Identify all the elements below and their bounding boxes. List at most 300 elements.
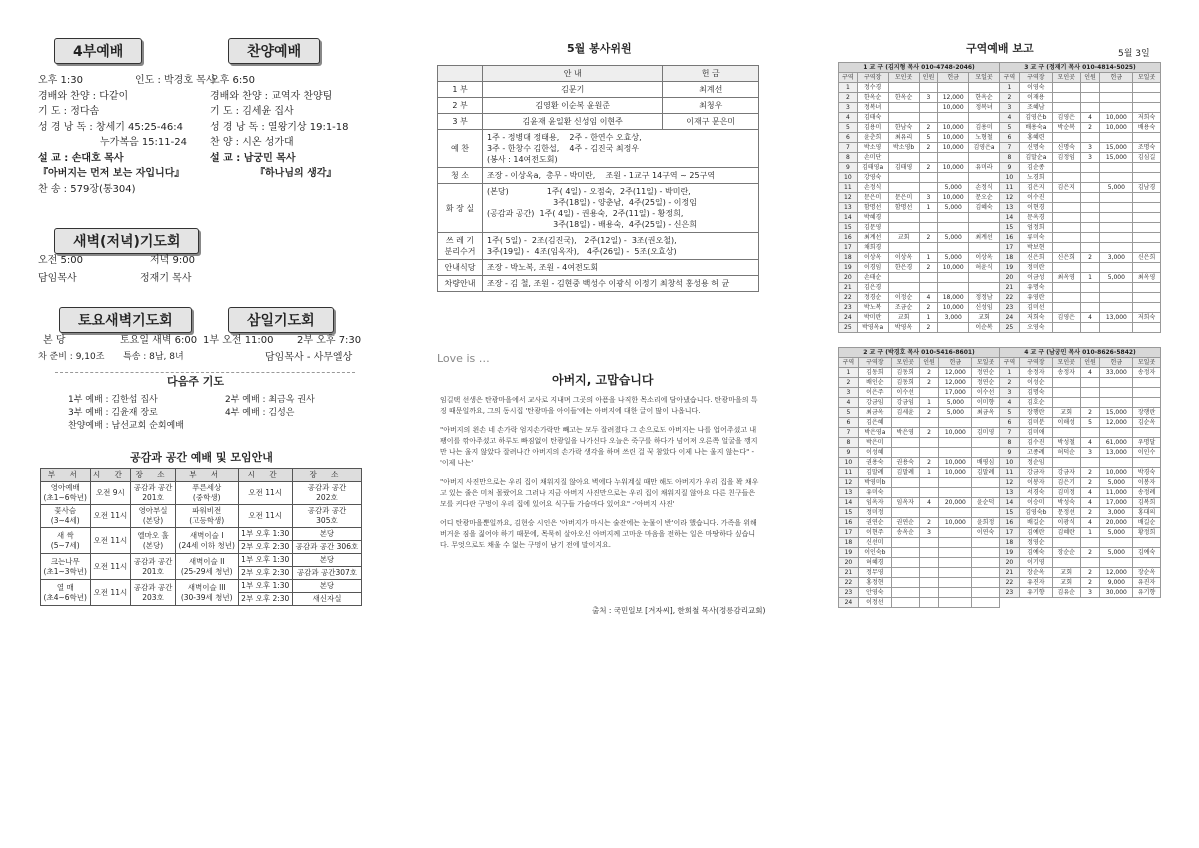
- district-cell: [972, 568, 1000, 578]
- service4-label: 『아버지는 먼저 보는 자입니다』: [38, 168, 185, 179]
- district-cell: 신성임: [969, 303, 1000, 313]
- district-row: [1000, 398, 1161, 408]
- district-cell: [939, 448, 972, 458]
- service4-line: [38, 73, 216, 89]
- district-cell: [891, 588, 919, 598]
- volunteer-header: 헌 금: [663, 66, 759, 82]
- district-row: [839, 93, 1000, 103]
- district-cell: 23: [1000, 588, 1020, 598]
- district-cell: [1100, 213, 1133, 223]
- district-cell: 8: [839, 153, 858, 163]
- district-cell: 손미단: [857, 153, 888, 163]
- district-cell: 우명달: [1133, 438, 1161, 448]
- schedule-subcell: 1부 오후 1:30: [239, 580, 292, 593]
- district-cell: [972, 478, 1000, 488]
- district-cell: [1100, 83, 1133, 93]
- district-cell: 2: [1000, 93, 1020, 103]
- district-cell: [1133, 303, 1161, 313]
- district-cell: 5: [919, 133, 938, 143]
- district-row: [1000, 243, 1161, 253]
- district-cell: [939, 568, 972, 578]
- district-cell: 19: [1000, 548, 1020, 558]
- district-row: [1000, 418, 1161, 428]
- district-cell: 권연순: [858, 518, 891, 528]
- district-cell: 김혜란: [1052, 528, 1080, 538]
- praise-line: 기 도 : 김세윤 집사: [210, 106, 294, 117]
- district-cell: [1052, 283, 1080, 293]
- district-cell: [1100, 388, 1133, 398]
- district-col-header: 모인곳: [891, 358, 919, 368]
- district-cell: 24: [1000, 313, 1020, 323]
- volunteer-detail: 1주 - 정병대 정태용, 2주 - 한연수 오효상, 3주 - 한창수 김한섭, 4주 - 김진국 최정우 (봉사 : 14여전도회): [483, 130, 759, 168]
- district-cell: 17,000: [1100, 498, 1133, 508]
- district-cell: 2: [919, 428, 939, 438]
- volunteer-row: [438, 114, 759, 130]
- district-row: [1000, 203, 1161, 213]
- district-cell: 13: [839, 488, 859, 498]
- district-cell: 배인순: [858, 378, 891, 388]
- district-row: [839, 113, 1000, 123]
- district-cell: 2: [1080, 408, 1100, 418]
- district-cell: 류미숙: [1019, 233, 1052, 243]
- district-cell: [939, 418, 972, 428]
- district-cell: 7: [1000, 428, 1020, 438]
- district-cell: [919, 478, 939, 488]
- essay-source: 출처 : 국민일보 [겨자씨], 한희철 목사(정릉감리교회): [592, 606, 766, 615]
- service4-label: 오후 1:30: [38, 75, 83, 86]
- district-cell: 2: [919, 143, 938, 153]
- district-row: [839, 223, 1000, 233]
- district-cell: 황정희: [1133, 528, 1161, 538]
- district-cell: 13: [1000, 488, 1020, 498]
- district-cell: 10,000: [938, 303, 969, 313]
- district-cell: 권용숙: [858, 458, 891, 468]
- district-cell: [1100, 93, 1133, 103]
- schedule-subcell: 새신자실: [312, 594, 342, 603]
- district-cell: [1080, 173, 1100, 183]
- district-cell: 5,000: [1100, 183, 1133, 193]
- district-row: [1000, 113, 1161, 123]
- district-cell: 신은희: [1052, 253, 1080, 263]
- district-cell: 강금자: [1052, 468, 1080, 478]
- district-row: [1000, 438, 1161, 448]
- district-cell: 23: [839, 303, 858, 313]
- district-cell: 6: [839, 133, 858, 143]
- schedule-subcell: 본당: [293, 554, 361, 567]
- district-row: [839, 273, 1000, 283]
- district-cell: 3: [839, 103, 858, 113]
- district-cell: [939, 598, 972, 608]
- district-cell: [1133, 378, 1161, 388]
- district-row: [1000, 253, 1161, 263]
- district-cell: 홍혜련: [1019, 133, 1052, 143]
- district-cell: 김유순: [1052, 588, 1080, 598]
- district-cell: 12,000: [939, 368, 972, 378]
- district-cell: 김태숙: [857, 113, 888, 123]
- district-row: [1000, 388, 1161, 398]
- district-cell: [919, 588, 939, 598]
- district-cell: 이봉자: [1019, 478, 1052, 488]
- schedule-cell: 크는나무 (초1~3학년): [41, 554, 91, 580]
- schedule-cell: 오전 11시: [90, 505, 131, 528]
- district-cell: 2: [919, 368, 939, 378]
- district-cell: [1052, 103, 1080, 113]
- district-cell: [1133, 233, 1161, 243]
- district-cell: [939, 478, 972, 488]
- district-cell: 4: [919, 293, 938, 303]
- district-cell: 김은경: [857, 283, 888, 293]
- district-cell: 박순복: [1052, 123, 1080, 133]
- district-cell: [938, 113, 969, 123]
- district-cell: 김말순a: [1019, 153, 1052, 163]
- district-cell: [919, 388, 939, 398]
- district-cell: [939, 558, 972, 568]
- district-cell: [1052, 323, 1080, 333]
- volunteer-role: 2 부: [438, 98, 483, 114]
- district-cell: [888, 283, 919, 293]
- district-cell: 신은희: [1019, 253, 1052, 263]
- district-cell: 문정선: [1052, 508, 1080, 518]
- district-cell: 이정선: [858, 598, 891, 608]
- schedule-subcell: 2부 오후 2:30: [241, 542, 290, 551]
- praise-title: 찬양예배: [228, 38, 320, 64]
- district-row: [839, 243, 1000, 253]
- district-cell: 이현주: [858, 528, 891, 538]
- district-cell: 3: [1080, 153, 1100, 163]
- district-cell: 5,000: [939, 398, 972, 408]
- service4-label: 성 경 낭 독 : 창세기 45:25-46:4: [38, 121, 183, 133]
- dawn-title: 새벽(저녁)기도회: [54, 228, 199, 254]
- district-cell: 김용미: [969, 123, 1000, 133]
- district-cell: [1133, 193, 1161, 203]
- district-cell: [1052, 163, 1080, 173]
- schedule-cell: 열 매 (초4~6학년): [41, 580, 91, 606]
- district-cell: 김동희: [891, 378, 919, 388]
- district-cell: 한옥순: [888, 93, 919, 103]
- district-cell: 5: [1000, 408, 1020, 418]
- district-cell: [938, 273, 969, 283]
- schedule-cell: 오전 11시: [238, 482, 292, 505]
- district-cell: 허윤식: [969, 263, 1000, 273]
- praise-line: 경배와 찬양 : 교역자 찬양팀: [210, 90, 333, 102]
- district-cell: 1: [919, 468, 939, 478]
- district-row: [1000, 548, 1161, 558]
- district-cell: 유기향: [1133, 588, 1161, 598]
- district-col-header: 헌금: [1100, 73, 1133, 83]
- district-cell: 이기영: [1019, 558, 1052, 568]
- district-cell: [1080, 213, 1100, 223]
- district-col-header: 구역장: [857, 73, 888, 83]
- district-cell: [1133, 103, 1161, 113]
- essay-title: 아버지, 고맙습니다: [552, 373, 654, 387]
- district-cell: 윤희정: [972, 518, 1000, 528]
- district-cell: 김순종: [1019, 163, 1052, 173]
- district-cell: 박소영: [857, 143, 888, 153]
- district-cell: 송정자: [1052, 368, 1080, 378]
- volunteer-role: 예 찬: [438, 130, 483, 168]
- district-cell: 이경임: [857, 263, 888, 273]
- district-cell: 3,000: [938, 313, 969, 323]
- district-cell: 한옥순: [857, 93, 888, 103]
- district-cell: 김미애: [1019, 428, 1052, 438]
- schedule-subcell: 1부 오후 1:30: [239, 554, 292, 567]
- praise-line: 『하나님의 생각』: [255, 168, 337, 179]
- district-cell: [1133, 83, 1161, 93]
- district-col-header: 모일곳: [969, 73, 1000, 83]
- schedule-header: 시 간: [90, 469, 131, 482]
- district-cell: 24: [839, 313, 858, 323]
- district-cell: [972, 588, 1000, 598]
- schedule-subcell: 1부 오후 1:30: [239, 528, 292, 541]
- district-cell: [1052, 193, 1080, 203]
- district-cell: 배용숙: [1133, 123, 1161, 133]
- district-cell: 정경순: [857, 293, 888, 303]
- district-cell: 김예숙: [1133, 548, 1161, 558]
- district-cell: [938, 223, 969, 233]
- volunteer-row: [438, 130, 759, 168]
- district-cell: 문은미: [888, 193, 919, 203]
- district-cell: 9,000: [1100, 578, 1133, 588]
- district-cell: 21: [839, 283, 858, 293]
- district-cell: 김동희: [891, 368, 919, 378]
- district-cell: 정연순: [972, 368, 1000, 378]
- schedule-cell: 공감과 공간 305호: [292, 505, 361, 528]
- district-cell: 이연숙: [972, 528, 1000, 538]
- district-row: [839, 388, 1000, 398]
- district-cell: 12,000: [938, 93, 969, 103]
- schedule-cell: 새벽이슬 III (30-39세 청년): [175, 580, 238, 606]
- district-cell: 이상옥: [888, 253, 919, 263]
- district-cell: 손태순: [857, 273, 888, 283]
- volunteer-detail: 1주( 5일) - 2조(김진국), 2주(12일) - 3조(권오철), 3주(19일) - 4조(임옥자), 4주(26일) - 5조(오효상): [483, 233, 759, 260]
- district-cell: [891, 578, 919, 588]
- district-group-title: 3 교 구 (정재기 목사 010-4814-5025): [1000, 63, 1161, 73]
- district-row: [839, 508, 1000, 518]
- district-row: [1000, 173, 1161, 183]
- district-cell: [1133, 263, 1161, 273]
- district-row: [839, 368, 1000, 378]
- volunteer-row: [438, 98, 759, 114]
- district-row: [839, 488, 1000, 498]
- district-cell: 정복녀: [857, 103, 888, 113]
- district-col-header: 구역: [1000, 73, 1020, 83]
- district-col-header: 인원: [919, 358, 939, 368]
- district-row: [1000, 163, 1161, 173]
- district-row: [1000, 588, 1161, 598]
- district-row: [1000, 103, 1161, 113]
- schedule-cell: 오전 11시: [90, 554, 131, 580]
- district-cell: [1100, 428, 1133, 438]
- district-cell: 19: [839, 263, 858, 273]
- volunteer-row: [438, 260, 759, 276]
- service4-label: 누가복음 15:11-24: [100, 137, 187, 148]
- saturday-place: 본 당: [43, 335, 66, 346]
- district-cell: 김복희: [1133, 498, 1161, 508]
- district-cell: 3: [1080, 448, 1100, 458]
- district-cell: [1052, 458, 1080, 468]
- district-cell: [888, 243, 919, 253]
- district-cell: 김은지: [1019, 183, 1052, 193]
- district-cell: 김영은: [1052, 313, 1080, 323]
- district-cell: [888, 113, 919, 123]
- district-cell: 배평심: [972, 458, 1000, 468]
- district-row: [839, 323, 1000, 333]
- district-cell: [972, 418, 1000, 428]
- district-cell: [1052, 233, 1080, 243]
- district-cell: 2: [919, 378, 939, 388]
- district-cell: [1100, 233, 1133, 243]
- next-prayer-item: 3부 예배 : 김윤재 장로: [68, 408, 158, 418]
- volunteer-row: [438, 276, 759, 292]
- saturday-car: 차 준비 : 9,10조: [38, 352, 105, 362]
- district-cell: 9: [1000, 448, 1020, 458]
- district-cell: 3: [919, 93, 938, 103]
- district-cell: 10,000: [939, 518, 972, 528]
- district-cell: 7: [839, 428, 859, 438]
- district-cell: 12,000: [1100, 568, 1133, 578]
- district-cell: [1100, 193, 1133, 203]
- district-cell: 17: [1000, 243, 1020, 253]
- district-cell: 15: [839, 223, 858, 233]
- district-row: [839, 303, 1000, 313]
- district-cell: 15,000: [1100, 143, 1133, 153]
- volunteer-usher: 김문기: [483, 82, 663, 98]
- service4-line: [38, 151, 208, 167]
- district-cell: [1100, 323, 1133, 333]
- district-cell: [1080, 428, 1100, 438]
- schedule-cell: 영아예배 (초1~6학년): [41, 482, 91, 505]
- district-cell: [1080, 458, 1100, 468]
- district-cell: 김말례: [891, 468, 919, 478]
- district-cell: [888, 183, 919, 193]
- district-cell: 15: [1000, 508, 1020, 518]
- district-cell: 5,000: [938, 203, 969, 213]
- next-prayer-item: 2부 예배 : 최금옥 권사: [225, 395, 315, 405]
- district-cell: [1100, 263, 1133, 273]
- district-row: [839, 408, 1000, 418]
- district-cell: 16: [1000, 233, 1020, 243]
- dawn-leader: 정재기 목사: [140, 273, 192, 284]
- district-cell: 이승미: [1019, 498, 1052, 508]
- district-cell: 이광식: [1052, 518, 1080, 528]
- district-row: [839, 538, 1000, 548]
- district-cell: [919, 568, 939, 578]
- district-cell: [1080, 203, 1100, 213]
- district-cell: 유영란: [1019, 293, 1052, 303]
- district-cell: 1: [1000, 368, 1020, 378]
- district-cell: 18: [839, 538, 859, 548]
- district-cell: 7: [1000, 143, 1020, 153]
- district-cell: 19: [839, 548, 859, 558]
- district-title: 구역예배 보고: [966, 42, 1034, 55]
- wednesday-leader: 담임목사 - 사무엘상: [265, 352, 353, 363]
- district-cell: [1080, 223, 1100, 233]
- district-cell: 10,000: [938, 123, 969, 133]
- volunteer-row: [438, 82, 759, 98]
- district-col-header: 모일곳: [1133, 358, 1161, 368]
- district-cell: 박은영a: [858, 428, 891, 438]
- district-cell: 신명숙: [1052, 143, 1080, 153]
- district-cell: 손정식: [969, 183, 1000, 193]
- district-row: [1000, 273, 1161, 283]
- district-cell: [919, 578, 939, 588]
- district-cell: 5,000: [939, 408, 972, 418]
- district-cell: 이인수: [1133, 448, 1161, 458]
- district-cell: 신명숙: [1019, 143, 1052, 153]
- district-cell: 허덕순: [1052, 448, 1080, 458]
- district-row: [839, 398, 1000, 408]
- district-cell: 3: [839, 388, 859, 398]
- schedule-cell: 공감과 공간 201호: [131, 554, 176, 580]
- district-row: [839, 478, 1000, 488]
- praise-line: 오후 6:50: [210, 75, 255, 86]
- district-cell: 5: [1000, 123, 1020, 133]
- district-cell: 16: [839, 233, 858, 243]
- district-cell: [1052, 243, 1080, 253]
- district-cell: 15,000: [1100, 408, 1133, 418]
- district-cell: [1133, 398, 1161, 408]
- district-cell: [1080, 283, 1100, 293]
- district-cell: 7: [839, 143, 858, 153]
- district-cell: [1100, 398, 1133, 408]
- schedule-cell: 공감과 공간 202호: [292, 482, 361, 505]
- district-cell: 정영순: [1019, 538, 1052, 548]
- district-cell: 정미란: [1019, 263, 1052, 273]
- district-cell: [972, 598, 1000, 608]
- district-cell: 김명숙: [1019, 388, 1052, 398]
- district-cell: 3: [1000, 103, 1020, 113]
- district-cell: [1080, 558, 1100, 568]
- district-cell: [1080, 303, 1100, 313]
- district-cell: 김영은: [1052, 113, 1080, 123]
- district-col-header: 모일곳: [972, 358, 1000, 368]
- district-cell: 4: [1080, 438, 1100, 448]
- district-cell: [891, 538, 919, 548]
- district-cell: [969, 153, 1000, 163]
- district-cell: [1133, 173, 1161, 183]
- district-group-title: 4 교 구 (남궁민 목사 010-8626-5842): [1000, 348, 1161, 358]
- district-cell: 15: [1000, 223, 1020, 233]
- district-cell: [891, 448, 919, 458]
- district-cell: [939, 438, 972, 448]
- district-cell: [891, 508, 919, 518]
- district-cell: 교회: [888, 233, 919, 243]
- district-cell: 13,000: [1100, 448, 1133, 458]
- district-cell: [1100, 223, 1133, 233]
- district-row: [839, 518, 1000, 528]
- district-row: [1000, 458, 1161, 468]
- district-cell: 2: [1080, 578, 1100, 588]
- love-is: Love is …: [437, 352, 490, 365]
- district-cell: 12: [839, 478, 859, 488]
- district-cell: 10,000: [1100, 123, 1133, 133]
- district-cell: 이금성: [1019, 273, 1052, 283]
- district-cell: 신선미: [858, 538, 891, 548]
- district-cell: [919, 508, 939, 518]
- district-cell: 김미정: [1052, 488, 1080, 498]
- district-cell: 13: [1000, 203, 1020, 213]
- district-cell: [888, 83, 919, 93]
- schedule-cell: 새벽이슬 II (25-29세 청년): [175, 554, 238, 580]
- district-cell: [1100, 378, 1133, 388]
- district-cell: 교회: [1052, 408, 1080, 418]
- district-cell: [969, 243, 1000, 253]
- district-cell: [939, 528, 972, 538]
- district-cell: [1100, 133, 1133, 143]
- district-cell: 4: [1080, 368, 1100, 378]
- district-row: [839, 378, 1000, 388]
- district-cell: 유기향: [1019, 588, 1052, 598]
